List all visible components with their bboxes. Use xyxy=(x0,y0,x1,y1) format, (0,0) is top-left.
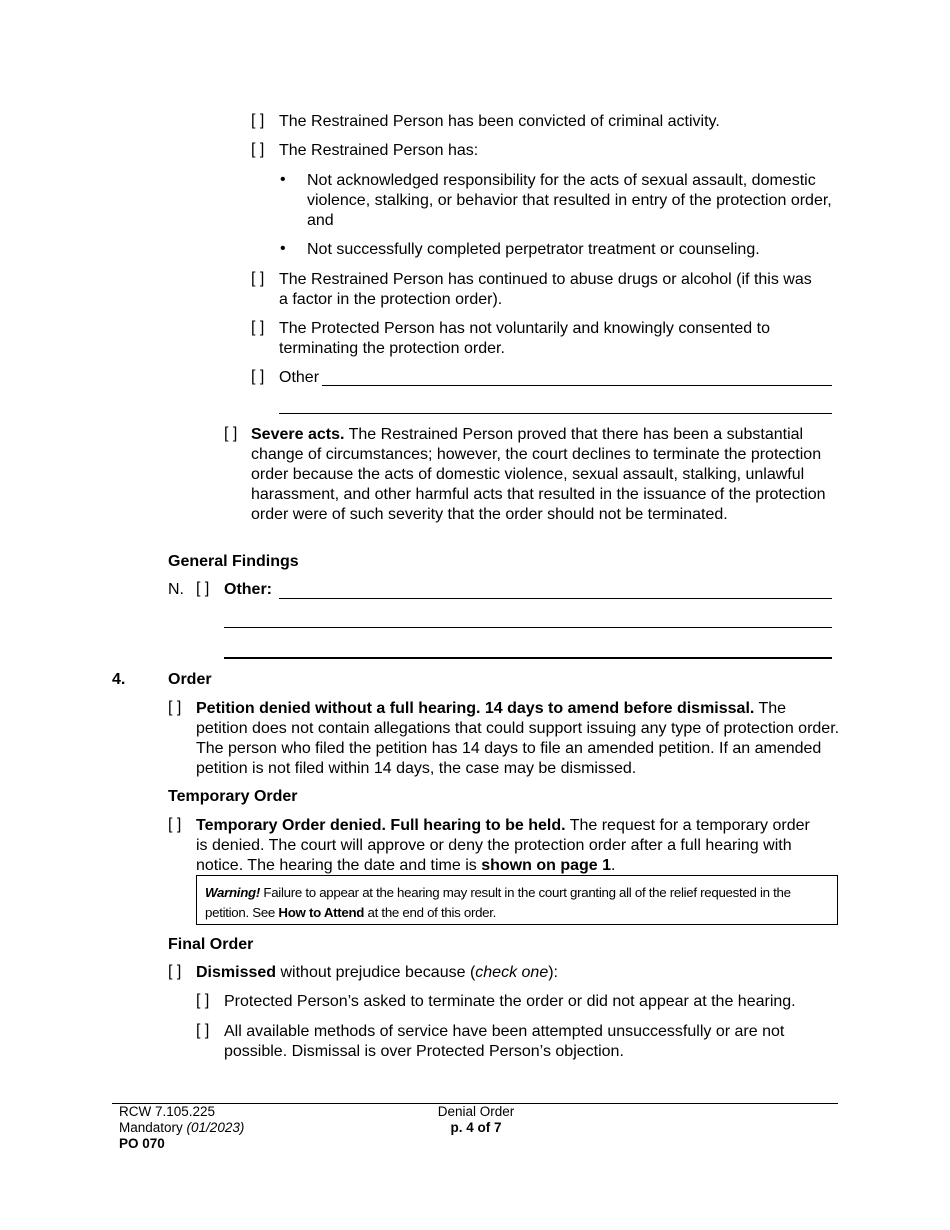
reason-consent: The Protected Person has not voluntarily and knowingly consented to terminating the protection order. xyxy=(279,320,770,357)
final-order-heading: Final Order xyxy=(168,936,254,953)
footer-mandatory-line xyxy=(119,1120,244,1136)
footer-page-number: p. 4 of 7 xyxy=(450,1120,502,1135)
temporary-denied-page-ref: shown on page 1 xyxy=(481,857,612,874)
footer-title: Denial Order xyxy=(437,1104,515,1119)
temporary-denied-paragraph xyxy=(196,816,821,876)
footer-center xyxy=(436,1104,516,1136)
checkbox-temporary-denied[interactable]: [ ] xyxy=(168,816,182,833)
temporary-order-heading: Temporary Order xyxy=(168,788,298,805)
petition-denied-text: The petition does not contain allegations that could support issuing any type of protection order. The person who filed the petition has 14 days to file an amended petition. If an amended petition is not filed within 14 days, the case may be dismissed. xyxy=(196,700,840,777)
warning-label: Warning! xyxy=(205,885,260,900)
checkbox-dismiss-option-1[interactable]: [ ] xyxy=(196,992,210,1009)
other-fill-line-2[interactable] xyxy=(279,413,832,414)
general-other-label: Other: xyxy=(224,581,272,598)
temporary-denied-period: . xyxy=(611,857,616,874)
severe-acts-label: Severe acts. xyxy=(251,426,345,443)
general-findings-letter: N. xyxy=(168,581,184,598)
temporary-denied-text: The request for a temporary order is denied. The court will approve or deny the protection order after a full hearing with notice. The hearing the date and time is xyxy=(196,817,810,874)
warning-how-to-attend: How to Attend xyxy=(278,905,365,920)
bullet-item-2: Not successfully completed perpetrator treatment or counseling. xyxy=(307,241,760,258)
checkbox-drugs[interactable]: [ ] xyxy=(251,270,265,287)
other-fill-line-1[interactable] xyxy=(322,385,832,386)
reason-has-intro: The Restrained Person has: xyxy=(279,142,479,159)
reason-other-label: Other xyxy=(279,369,320,386)
dismissed-end: ): xyxy=(548,964,558,981)
dismissed-text: without prejudice because ( xyxy=(276,964,476,981)
footer-mandatory: Mandatory xyxy=(119,1120,187,1135)
dismiss-option-1: Protected Person’s asked to terminate the order or did not appear at the hearing. xyxy=(224,993,796,1010)
warning-text-1: Failure to appear at the hearing may result in the court granting all of the relief requested in the petition. See xyxy=(205,885,791,920)
dismiss-option-2: All available methods of service have been attempted unsuccessfully or are not possible. Dismissal is over Protected Person’s objection. xyxy=(224,1023,785,1060)
order-heading: Order xyxy=(168,671,212,688)
dismissed-label: Dismissed xyxy=(196,964,277,981)
petition-denied-paragraph xyxy=(196,699,841,779)
checkbox-has[interactable]: [ ] xyxy=(251,141,265,158)
reason-drugs: The Restrained Person has continued to abuse drugs or alcohol (if this was a factor in the protection order). xyxy=(279,271,812,308)
checkbox-petition-denied[interactable]: [ ] xyxy=(168,699,182,716)
checkbox-severe[interactable]: [ ] xyxy=(224,425,238,442)
warning-box xyxy=(196,875,838,925)
severe-acts-text: The Restrained Person proved that there has been a substantial change of circumstances; however, the court declines to terminate the protection order because the acts of domestic violence, sexual assault, stalking, unlawful harassment, and other harmful acts that resulted in the issuance of the protection order were of such severity that the order should not be terminated. xyxy=(251,426,826,523)
checkbox-dismiss-option-2[interactable]: [ ] xyxy=(196,1022,210,1039)
general-other-line-3[interactable] xyxy=(224,657,832,659)
petition-denied-label: Petition denied without a full hearing. 14 days to amend before dismissal. xyxy=(196,700,755,717)
bullet-icon: • xyxy=(280,171,286,188)
check-one: check one xyxy=(475,964,549,981)
checkbox-consent[interactable]: [ ] xyxy=(251,319,265,336)
severe-acts-paragraph xyxy=(251,425,841,525)
checkbox-dismissed[interactable]: [ ] xyxy=(168,963,182,980)
general-other-line-1[interactable] xyxy=(279,598,832,599)
footer-date: (01/2023) xyxy=(186,1120,245,1135)
checkbox-general-other[interactable]: [ ] xyxy=(196,580,210,597)
footer-form-number: PO 070 xyxy=(119,1136,165,1151)
checkbox-convicted[interactable]: [ ] xyxy=(251,112,265,129)
bullet-icon: • xyxy=(280,240,286,257)
dismissed-paragraph xyxy=(196,963,558,983)
temporary-denied-label: Temporary Order denied. Full hearing to be held. xyxy=(196,817,566,834)
warning-text-2: at the end of this order. xyxy=(364,905,497,920)
reason-convicted: The Restrained Person has been convicted of criminal activity. xyxy=(279,113,720,130)
general-findings-heading: General Findings xyxy=(168,553,299,570)
footer-left xyxy=(119,1104,244,1152)
general-other-line-2[interactable] xyxy=(224,627,832,628)
checkbox-other[interactable]: [ ] xyxy=(251,368,265,385)
footer-rcw: RCW 7.105.225 xyxy=(119,1104,216,1119)
bullet-item-1: Not acknowledged responsibility for the acts of sexual assault, domestic violence, stalking, or behavior that resulted in entry of the protection order, and xyxy=(307,172,832,229)
section-number: 4. xyxy=(112,671,126,688)
